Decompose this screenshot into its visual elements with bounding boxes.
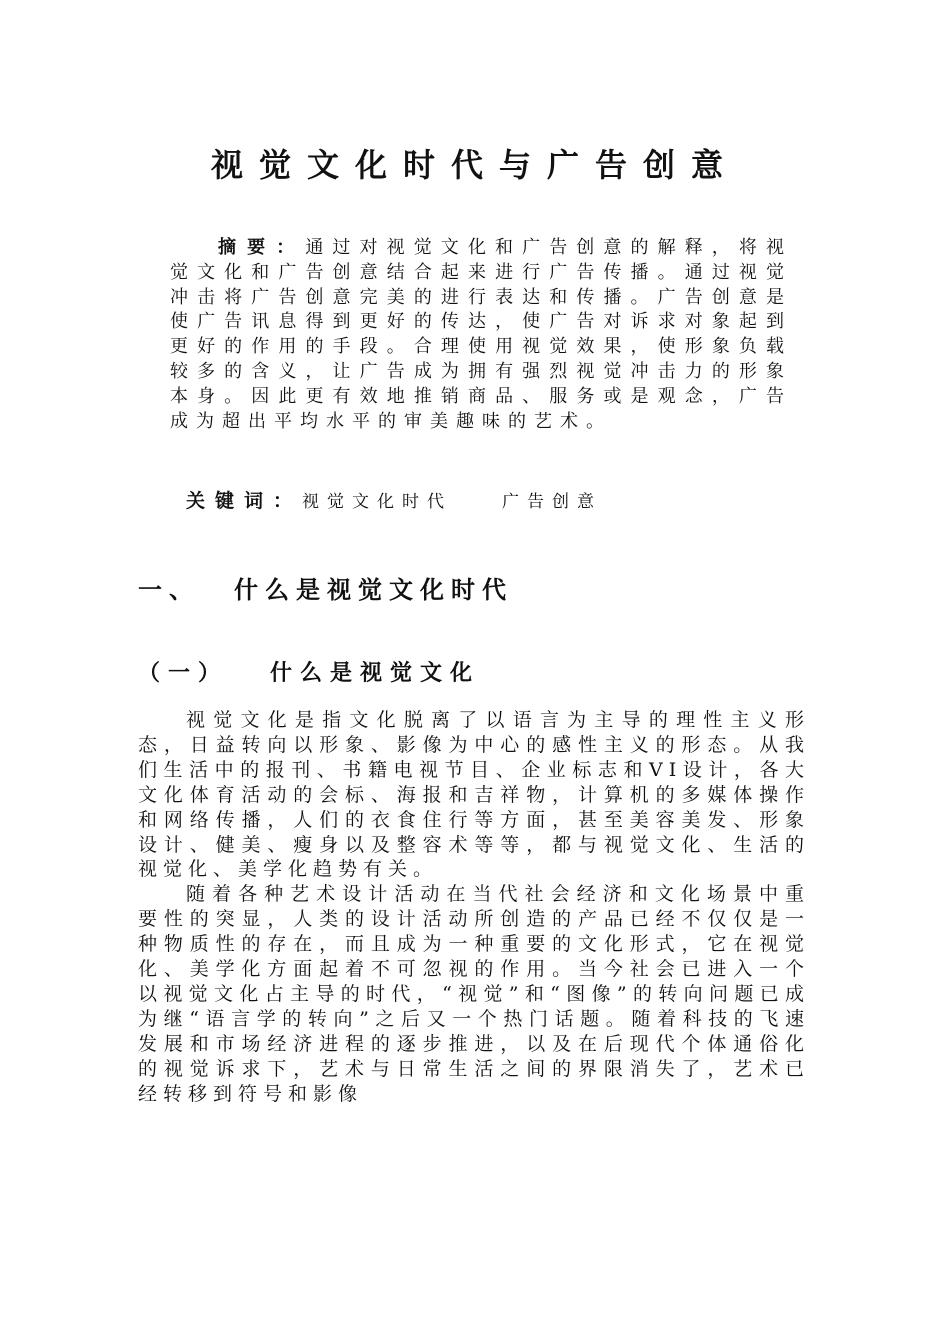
keywords-label: 关键词： [186,490,303,512]
keywords-line [186,486,602,513]
body-text [138,708,810,1107]
abstract-text: 通过对视觉文化和广告创意的解释，将视觉文化和广告创意结合起来进行广告传播。通过视觉冲击将广告创意完美的进行表达和传播。广告创意是使广告讯息得到更好的传达，使广告对诉求对象起到更好的作用的手段。合理使用视觉效果，使形象负载较多的含义，让广告成为拥有强烈视觉冲击力的形象本身。因此更有效地推销商品、服务或是观念，广告成为超出平均水平的审美趣味的艺术。 [170,237,793,432]
section-heading [138,570,513,605]
abstract-block [170,236,792,434]
abstract-label: 摘要： [218,237,306,258]
document-title: 视觉文化时代与广告创意 [210,146,739,184]
subsection-number: （一） [138,661,229,686]
section-title: 什么是视觉文化时代 [234,576,513,604]
section-number: 一、 [138,576,200,604]
subsection-heading [138,656,480,687]
subsection-title: 什么是视觉文化 [270,661,481,686]
keyword-item: 广告创意 [502,492,603,512]
paragraph: 随着各种艺术设计活动在当代社会经济和文化场景中重要性的突显，人类的设计活动所创造的产品已经不仅仅是一种物质性的存在，而且成为一种重要的文化形式，它在视觉化、美学化方面起着不可忽视的作用。当今社会已进入一个以视觉文化占主导的时代，“视觉”和“图像”的转向问题已成为继“语言学的转向”之后又一个热门话题。随着科技的飞速发展和市场经济进程的逐步推进，以及在后现代个体通俗化的视觉诉求下，艺术与日常生活之间的界限消失了，艺术已经转移到符号和影像 [138,883,810,1105]
keyword-item: 视觉文化时代 [302,492,453,512]
paragraph: 视觉文化是指文化脱离了以语言为主导的理性主义形态，日益转向以形象、影像为中心的感性主义的形态。从我们生活中的报刊、书籍电视节目、企业标志和VI设计，各大文化体育活动的会标、海报和吉祥物，计算机的多媒体操作和网络传播，人们的衣食住行等方面，甚至美容美发、形象设计、健美、瘦身以及整容术等等，都与视觉文化、生活的视觉化、美学化趋势有关。 [138,709,810,881]
